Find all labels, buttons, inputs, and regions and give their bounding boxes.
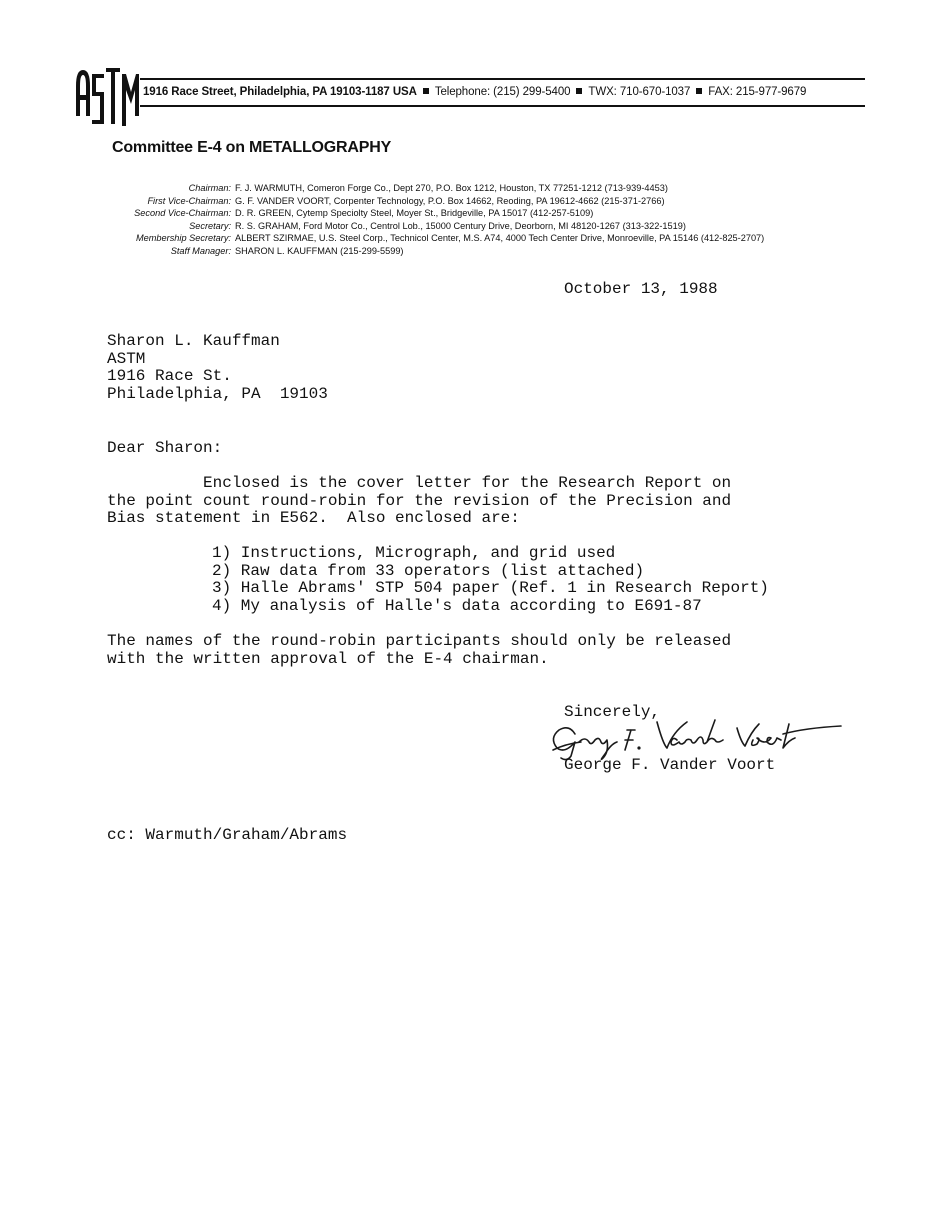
cc-line: cc: Warmuth/Graham/Abrams [107, 826, 348, 844]
recipient-line: Philadelphia, PA 19103 [107, 384, 328, 403]
letterhead-rule-bottom [140, 105, 865, 107]
letterhead-fax: FAX: 215-977-9679 [708, 86, 807, 98]
paragraph-line: The names of the round-robin participants should only be released [107, 632, 732, 650]
officer-details: G. F. VANDER VOORT, Corpenter Technology, P.O. Box 14662, Reoding, PA 19612-4662 (215-371-2766) [235, 195, 665, 206]
officer-role: Staff Manager: [170, 245, 231, 256]
enclosure-list [212, 545, 769, 615]
recipient-address [107, 333, 328, 403]
bullet-square-icon [576, 88, 582, 94]
enclosure-item: 3) Halle Abrams' STP 504 paper (Ref. 1 in Research Report) [212, 579, 769, 598]
enclosure-item: 1) Instructions, Micrograph, and grid used [212, 544, 616, 562]
letter-date: October 13, 1988 [564, 280, 718, 298]
body-paragraph-2 [107, 633, 731, 668]
salutation: Dear Sharon: [107, 439, 223, 457]
officer-role: First Vice-Chairman: [147, 195, 231, 206]
officer-role: Chairman: [188, 183, 231, 193]
officer-row [112, 195, 764, 208]
officer-row [112, 207, 764, 220]
officer-row [112, 220, 764, 233]
recipient-line: Sharon L. Kauffman [107, 332, 280, 350]
paragraph-line: Bias statement in E562. Also enclosed are: [107, 509, 520, 528]
officer-details: R. S. GRAHAM, Ford Motor Co., Centrol Lob., 15000 Century Drive, Deorborn, MI 48120-1267 (313-322-1519) [235, 220, 686, 231]
officer-role: Second Vice-Chairman: [134, 208, 231, 218]
enclosure-item: 4) My analysis of Halle's data according to E691-87 [212, 596, 702, 615]
bullet-square-icon [423, 88, 429, 94]
paragraph-line: Enclosed is the cover letter for the Research Report on [107, 474, 732, 492]
officer-row [112, 245, 764, 258]
letterhead-telephone: Telephone: (215) 299-5400 [434, 86, 571, 98]
closing: Sincerely, [564, 703, 661, 721]
officer-details: F. J. WARMUTH, Comeron Forge Co., Dept 270, P.O. Box 1212, Houston, TX 77251-1212 (713-939-4453) [235, 183, 668, 193]
officer-details: ALBERT SZIRMAE, U.S. Steel Corp., Technicol Center, M.S. A74, 4000 Tech Center Drive, Monroeville, PA 15146 (412-825-2707) [235, 233, 765, 243]
officer-details: D. R. GREEN, Cytemp Speciolty Steel, Moyer St., Bridgeville, PA 15017 (412-257-5109) [235, 208, 594, 218]
officer-role: Membership Secretary: [136, 233, 231, 243]
officer-row [112, 182, 764, 195]
paragraph-line: the point count round-robin for the revision of the Precision and [107, 491, 732, 510]
letterhead-rule-top [140, 78, 865, 80]
signer-name: George F. Vander Voort [564, 756, 776, 774]
letterhead-twx: TWX: 710-670-1037 [588, 86, 691, 98]
astm-logo [74, 64, 140, 128]
letterhead-address-line [143, 86, 806, 98]
bullet-square-icon [696, 88, 702, 94]
enclosure-item: 2) Raw data from 33 operators (list attached) [212, 561, 645, 580]
officer-role: Secretary: [189, 220, 231, 231]
letterhead-street: 1916 Race Street, Philadelphia, PA 19103-1187 USA [143, 86, 417, 98]
officer-row [112, 232, 764, 245]
recipient-line: ASTM [107, 349, 146, 368]
officer-details: SHARON L. KAUFFMAN (215-299-5599) [235, 245, 404, 256]
body-paragraph-1 [107, 475, 731, 528]
recipient-line: 1916 Race St. [107, 367, 232, 386]
committee-title: Committee E-4 on METALLOGRAPHY [112, 139, 392, 156]
officers-list [112, 182, 764, 257]
paragraph-line: with the written approval of the E-4 chairman. [107, 649, 549, 668]
